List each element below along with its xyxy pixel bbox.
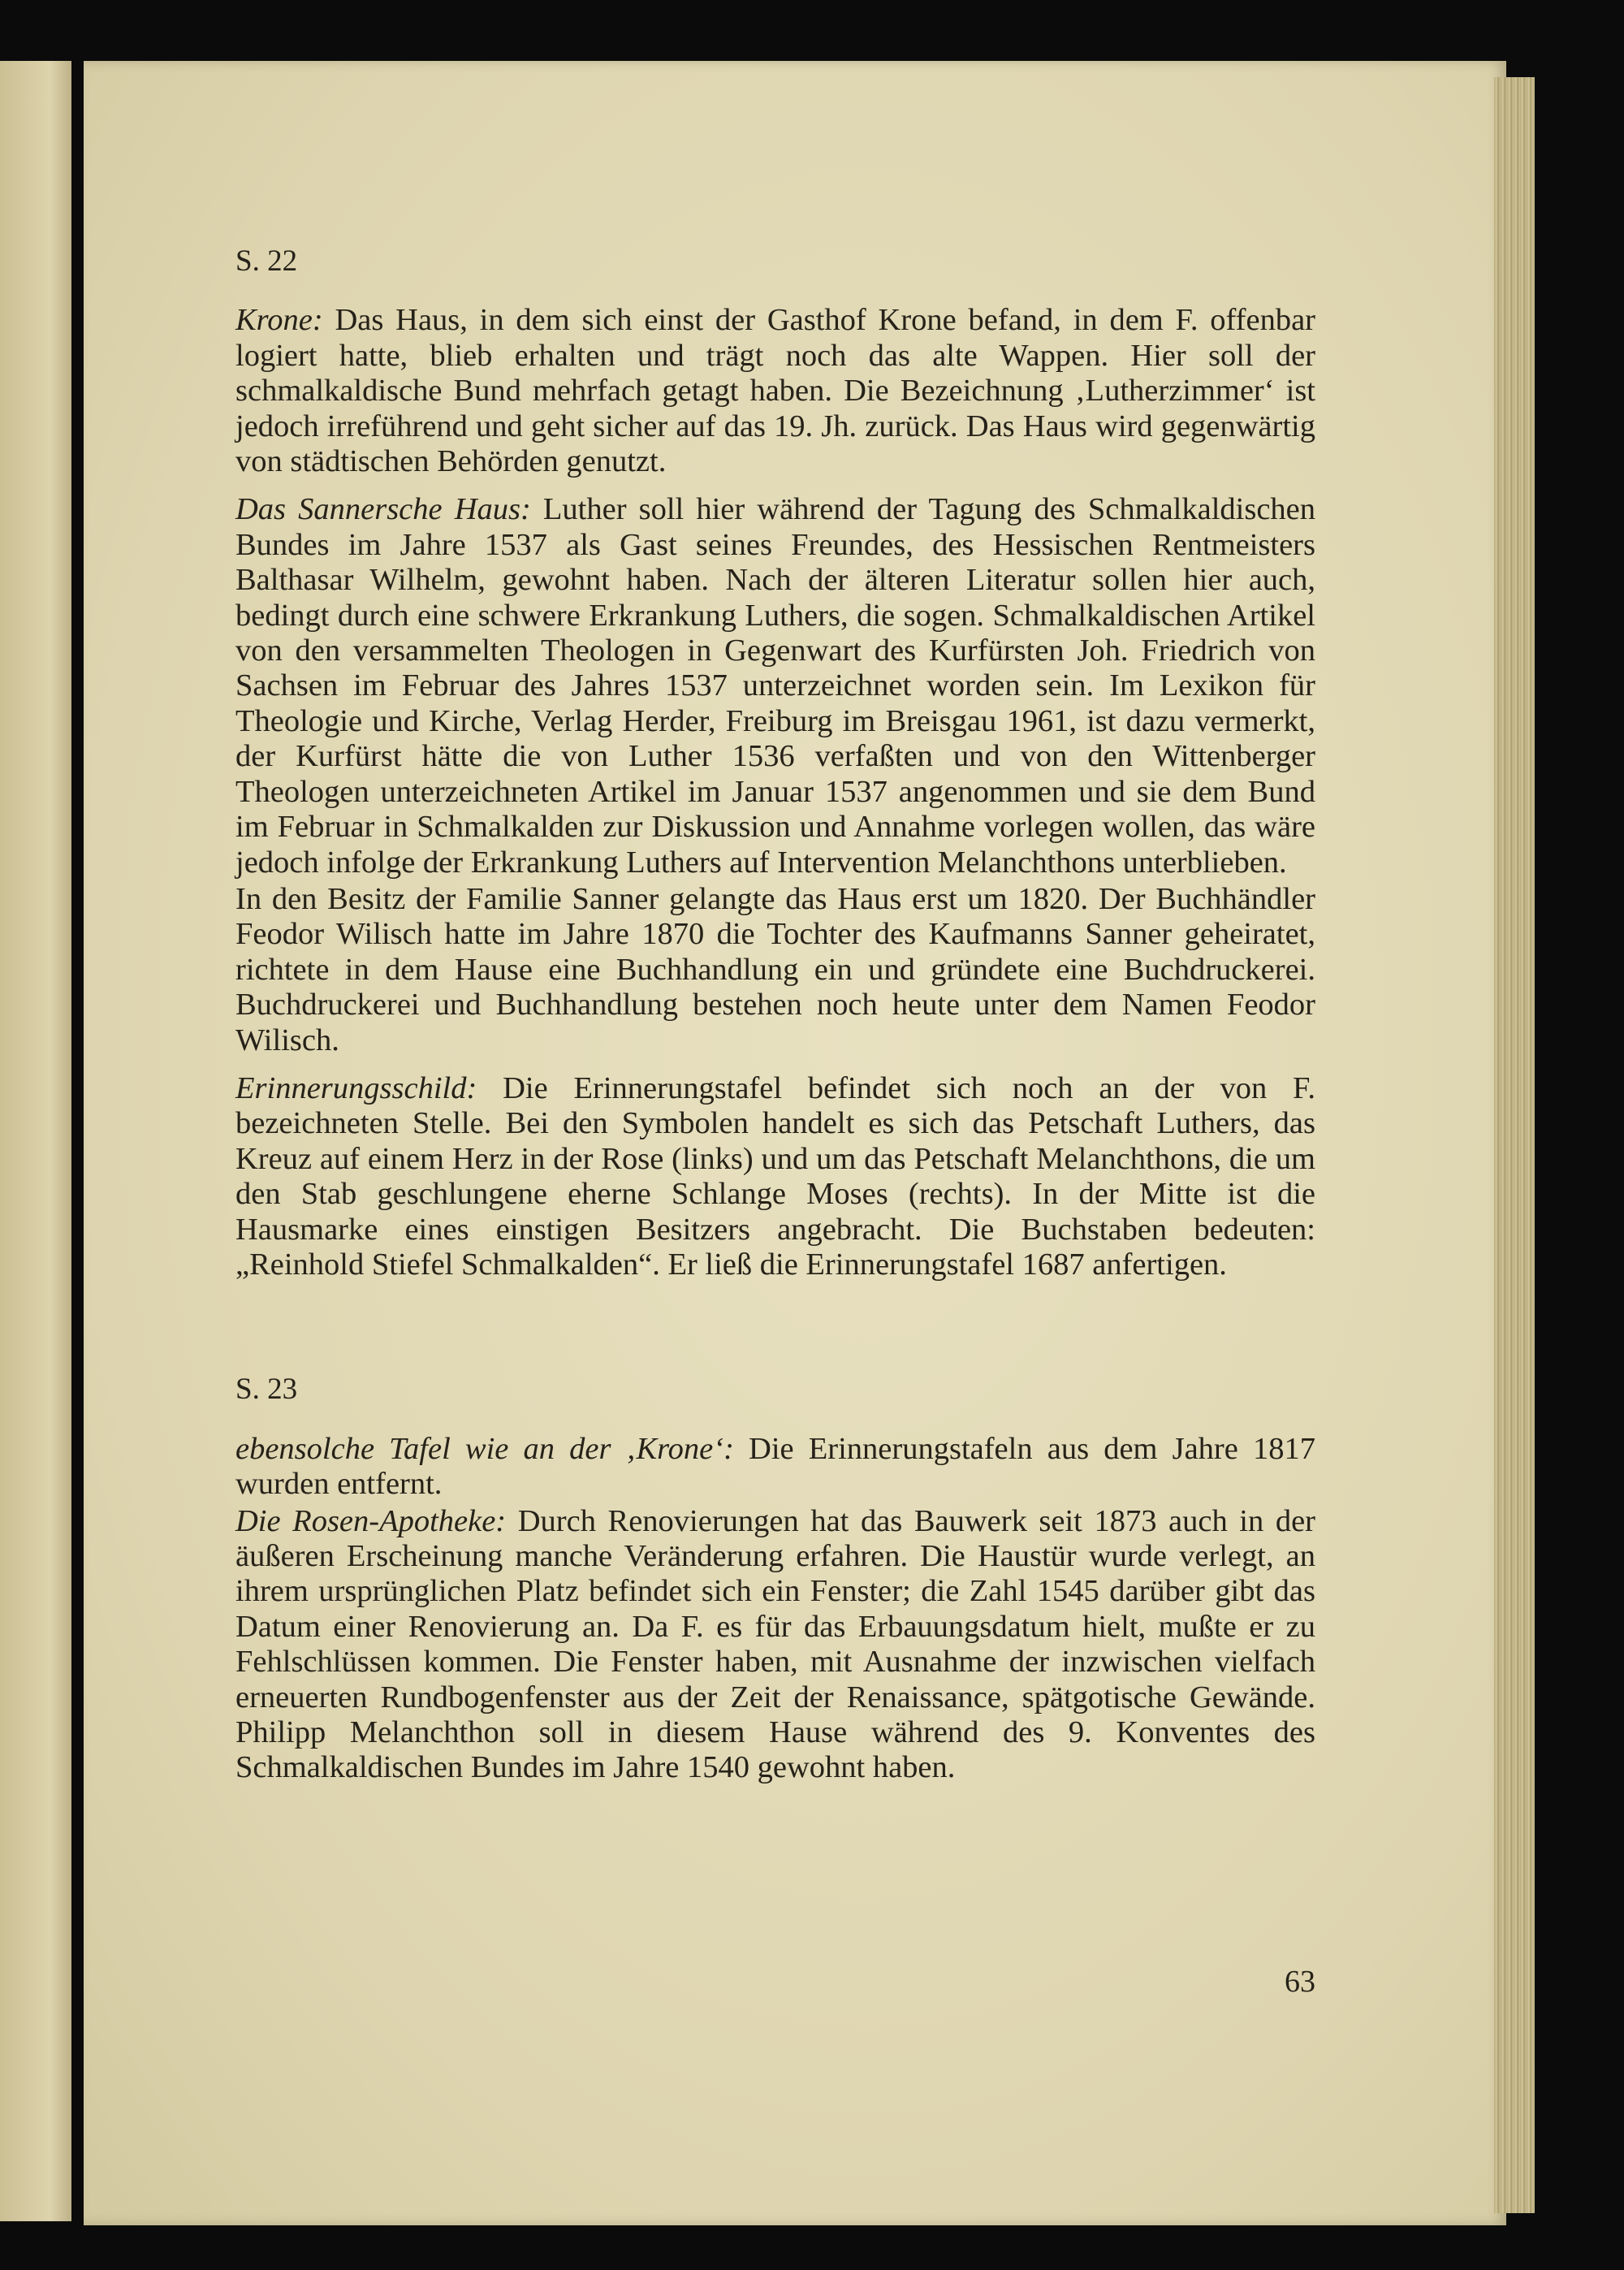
entry-term: Krone: [235,303,323,338]
adjacent-page-edge [0,61,71,2221]
page-stack-edge [1494,77,1535,2213]
entry-krone [235,303,1315,479]
section-heading: S. 22 [235,244,298,278]
section-heading: S. 23 [235,1373,298,1407]
entry-erinnerungsschild [235,1071,1315,1282]
entry-sanner-family [235,882,1315,1058]
entry-rosen-apotheke [235,1504,1315,1786]
entry-term: Das Sannersche Haus: [235,492,531,527]
entry-term: ebensolche Tafel wie an der ‚Krone‘: [235,1431,734,1466]
entry-text: Die Erinnerungstafel befindet sich noch an der von F. bezeichneten Stelle. Bei den Symbolen handelt es sich das Petschaft Luthers, das Kreuz auf einem Herz in der Rose (links) und um das Petschaft Melanchthons, die um den Stab geschlungene eherne Schlange Moses (rechts). In der Mitte ist die Hausmarke eines einstigen Besitzers angebracht. Die Buchstaben bedeuten: „Reinhold Stiefel Schmalkalden“. Er ließ die Erinnerungstafel 1687 anfertigen. [235,1070,1315,1282]
entry-text: Das Haus, in dem sich einst der Gasthof Krone befand, in dem F. offenbar logiert hatte, blieb erhalten und trägt noch das alte Wappen. Hier soll der schmalkaldische Bund mehrfach getagt haben. Die Bezeichnung ‚Lutherzimmer‘ ist jedoch irreführend und geht sicher auf das 19. Jh. zurück. Das Haus wird gegenwärtig von städtischen Behörden genutzt. [235,303,1315,479]
page-number: 63 [1285,1965,1315,1999]
page-text [235,244,1315,1799]
entry-text: Durch Renovierungen hat das Bauwerk seit 1873 auch in der äußeren Erscheinung manche Veränderung erfahren. Die Haustür wurde verlegt, an ihrem ursprünglichen Platz befindet sich ein Fenster; die Zahl 1545 darüber gibt das Datum einer Renovierung an. Da F. es für das Erbauungsdatum hielt, mußte er zu Fehlschlüssen kommen. Die Fenster haben, mit Ausnahme der inzwischen vielfach erneuerten Rundbogenfenster aus der Zeit der Renaissance, spätgotische Gewände. Philipp Melanchthon soll in diesem Hause während des 9. Konventes des Schmalkaldischen Bundes im Jahre 1540 gewohnt haben. [235,1503,1315,1785]
entry-term: Erinnerungsschild: [235,1070,477,1105]
entry-term: Die Rosen-Apotheke: [235,1503,507,1538]
entry-ebensolche-tafel [235,1432,1315,1503]
entry-text: Luther soll hier während der Tagung des Schmalkaldischen Bundes im Jahre 1537 als Gast seines Freundes, des Hessischen Rentmeisters Balthasar Wilhelm, gewohnt haben. Nach der älteren Literatur sollen hier auch, bedingt durch eine schwere Erkrankung Luthers, die sogen. Schmalkaldischen Artikel von den versammelten Theologen in Gegenwart des Kurfürsten Joh. Friedrich von Sachsen im Februar des Jahres 1537 unterzeichnet worden sein. Im Lexikon für Theologie und Kirche, Verlag Herder, Freiburg im Breisgau 1961, ist dazu vermerkt, der Kurfürst hätte die von Luther 1536 verfaßten und von den Wittenberger Theologen unterzeichneten Artikel im Januar 1537 angenommen und sie dem Bund im Februar in Schmalkalden zur Diskussion und Annahme vorlegen wollen, das wäre jedoch infolge der Erkrankung Luthers auf Intervention Melanchthons unterblieben. [235,492,1316,880]
entry-sannersche-haus [235,492,1315,880]
entry-text: Die Erinnerungstafeln aus dem Jahre 1817 wurden entfernt. [235,1431,1315,1502]
entry-text: In den Besitz der Familie Sanner gelangte das Haus erst um 1820. Der Buchhändler Feodor Wilisch hatte im Jahre 1870 die Tochter des Kaufmanns Sanner geheiratet, richtete in dem Hause eine Buchhandlung ein und gründete eine Buchdruckerei. Buchdruckerei und Buchhandlung bestehen noch heute unter dem Namen Feodor Wilisch. [235,881,1315,1057]
